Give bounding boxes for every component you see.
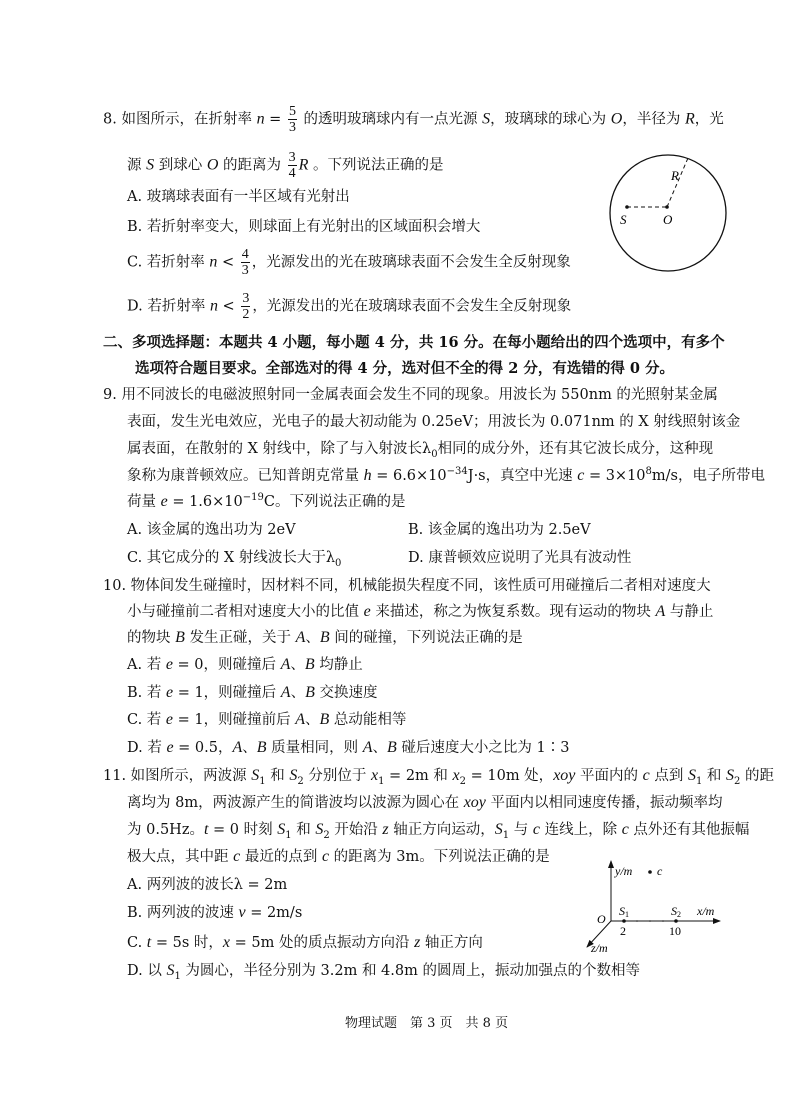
q11-option-b (127, 903, 302, 923)
text: 、 (290, 657, 305, 673)
q9-option-d (408, 548, 631, 568)
denominator: 2 (242, 307, 250, 322)
q10-option-a (127, 655, 363, 675)
subscript: 2 (734, 775, 741, 787)
variable: t (146, 934, 152, 951)
numerator: 3 (242, 291, 250, 306)
variable: A (232, 739, 243, 756)
text: A. 若 (127, 657, 166, 673)
text: = 1.6×10 (167, 494, 243, 510)
subscript: 2 (459, 775, 466, 787)
text: 属表面，在散射的 X 射线中，除了与入射波长λ (127, 441, 432, 457)
text: m/s，电子所带电 (651, 468, 765, 484)
text: 极大点，其中距 (127, 849, 234, 865)
q9-line4 (127, 466, 765, 486)
text: B. 若折射率变大，则球面上有光射出的区域面积会增大 (127, 219, 481, 235)
subscript: 1 (174, 970, 181, 982)
wave-source-diagram (575, 855, 735, 955)
text: J·s，真空中光速 (467, 468, 578, 484)
text: 为 0.5Hz。 (127, 822, 204, 838)
text: 、 (305, 712, 320, 728)
variable: O (610, 110, 623, 128)
text: 平面内的 (575, 768, 643, 784)
denominator: 3 (288, 120, 296, 135)
text: C. 其它成分的 X 射线波长大于λ (127, 550, 336, 566)
variable: v (238, 904, 246, 921)
origin-label: O (597, 912, 606, 926)
text: = 2m 和 (384, 768, 453, 784)
q9-line3 (127, 439, 713, 459)
q11-option-c (127, 933, 483, 953)
text: ，玻璃球的球心为 (490, 111, 611, 128)
variable: S (726, 767, 735, 784)
text: C. 若 (127, 712, 166, 728)
variable: R (684, 110, 695, 128)
text: 8. 如图所示，在折射率 (103, 111, 257, 128)
text: 均静止 (314, 657, 363, 673)
variable: B (304, 656, 315, 673)
q11-option-d (127, 961, 640, 981)
text: 的物块 (127, 630, 176, 646)
text: 小与碰撞前二者相对速度大小的比值 (127, 604, 364, 620)
text: D. 若 (127, 740, 167, 756)
q10-line1 (103, 576, 711, 596)
text: 选项符合题目要求。全部选对的得 4 分，选对但不全的得 2 分，有选错的得 0 分。 (135, 360, 675, 377)
text: 的距离为 3m。下列说法正确的是 (329, 849, 550, 865)
text: A. 两列波的波长λ = 2m (127, 877, 288, 893)
text: = 0，则碰撞后 (172, 657, 281, 673)
variable: x (370, 767, 379, 784)
text: 、 (290, 685, 306, 701)
q11-line1 (103, 766, 774, 786)
variable: R (298, 156, 309, 174)
variable: A (362, 739, 373, 756)
text: 9. 用不同波长的电磁波照射同一金属表面会发生不同的现象。用波长为 550nm 的光照射某金属 (103, 387, 718, 403)
subscript: 1 (695, 775, 703, 787)
q9-line5 (127, 492, 405, 512)
variable: c (621, 821, 629, 838)
variable: c (532, 821, 540, 838)
center-label: O (663, 212, 673, 227)
variable: A (280, 656, 291, 673)
numerator: 5 (288, 104, 296, 119)
subscript: 2 (297, 775, 304, 787)
superscript: −19 (242, 492, 264, 504)
q9-line1 (103, 385, 718, 405)
text: 、 (242, 740, 257, 756)
variable: S (482, 110, 491, 128)
q9-line2 (127, 412, 740, 432)
variable: xoy (463, 794, 486, 811)
subscript: 2 (323, 829, 330, 841)
text: 与 (509, 822, 533, 838)
variable: B (256, 739, 267, 756)
variable: S (494, 821, 503, 838)
text: 和 (291, 822, 316, 838)
text: = 5s 时， (151, 935, 223, 951)
variable: A (295, 711, 305, 728)
section2-line1 (103, 333, 725, 353)
text: ，光源发出的光在玻璃球表面不会发生全反射现象 (252, 298, 572, 315)
q11-line2 (127, 793, 723, 813)
variable: h (363, 467, 372, 484)
text: 最近的点到 (240, 849, 322, 865)
variable: e (165, 711, 174, 728)
q9-option-c (127, 548, 341, 568)
variable: O (206, 156, 219, 174)
text: = 3×10 (584, 468, 646, 484)
text: 象称为康普顿效应。已知普朗克常量 (127, 468, 364, 484)
text: 为圆心，半径分别为 3.2m 和 4.8m 的圆周上，振动加强点的个数相等 (180, 963, 640, 979)
q11-line4 (127, 847, 550, 867)
text: ，光源发出的光在玻璃球表面不会发生全反射现象 (251, 254, 571, 271)
variable: B (319, 711, 330, 728)
variable: B (319, 629, 330, 646)
x-axis-label: x/m (697, 904, 715, 918)
variable: x (452, 767, 460, 784)
text: 轴正方向 (420, 935, 483, 951)
y-axis-label: y/m (615, 864, 633, 878)
text: 和 (265, 768, 290, 784)
text: 表面，发生光电效应，光电子的最大初动能为 0.25eV；用波长为 0.071nm 的 X 射线照射该金 (127, 414, 741, 430)
text: 分别位于 (303, 768, 371, 784)
text: = (264, 111, 286, 128)
q10-option-b (127, 683, 377, 703)
denominator: 4 (288, 166, 296, 181)
source-label: S (620, 212, 627, 227)
q10-option-c (127, 710, 406, 730)
text: 离均为 8m，两波源产生的简谐波均以波源为圆心在 (127, 795, 464, 811)
text: 到球心 (154, 157, 207, 174)
variable: A (280, 684, 291, 701)
z-axis-label: z/m (591, 941, 608, 955)
superscript: 8 (645, 466, 652, 478)
text: = 0.5， (173, 740, 233, 756)
q8-option-b (127, 217, 480, 237)
variable: e (165, 656, 173, 673)
text: 点外还有其他振幅 (628, 822, 750, 838)
subscript: 1 (285, 829, 292, 841)
subscript: 0 (335, 557, 342, 569)
fraction (288, 150, 297, 181)
numerator: 4 (241, 247, 249, 262)
section2-line2 (135, 359, 674, 379)
tick-2-label: 2 (620, 924, 626, 938)
text: 、 (305, 630, 320, 646)
variable: n (209, 253, 218, 271)
variable: S (277, 821, 286, 838)
variable: A (295, 629, 306, 646)
text: = 0 时刻 (208, 822, 278, 838)
text: 交换速度 (314, 685, 378, 701)
text: 来描述，称之为恢复系数。现有运动的物块 (370, 604, 656, 620)
variable: S (687, 767, 696, 784)
text: A. 玻璃球表面有一半区域有光射出 (127, 189, 350, 205)
text: ，半径为 (622, 111, 685, 128)
variable: e (363, 603, 371, 620)
variable: S (146, 156, 155, 174)
s2-label: S2 (671, 904, 681, 919)
text: = 5m 处的质点振动方向沿 (230, 935, 415, 951)
q8-line2 (127, 150, 444, 181)
subscript: 1 (259, 775, 266, 787)
c-label: c (657, 864, 663, 878)
q9-option-b (408, 520, 591, 540)
subscript: 1 (378, 775, 385, 787)
text: A. 该金属的逸出功为 2eV (127, 522, 296, 538)
text: 质量相同，则 (266, 740, 363, 756)
text: = 10m 处， (466, 768, 554, 784)
text: 连线上，除 (539, 822, 622, 838)
q8-option-d (127, 291, 571, 322)
text: 与静止 (665, 604, 714, 620)
text: 相同的成分外，还有其它波长成分，这种现 (437, 441, 714, 457)
text: ，光 (694, 111, 724, 128)
text: B. 若 (127, 685, 166, 701)
variable: e (165, 684, 174, 701)
page-footer: 物理试题 第 3 页 共 8 页 (345, 1016, 509, 1031)
text: D. 康普顿效应说明了光具有波动性 (408, 550, 632, 566)
variable: xoy (553, 767, 576, 784)
s1-label: S1 (619, 904, 629, 919)
fraction (241, 247, 250, 278)
denominator: 3 (241, 263, 249, 278)
fraction (241, 291, 250, 322)
text: 轴正方向运动， (388, 822, 495, 838)
s1-point (622, 919, 626, 923)
text: 开始沿 (329, 822, 383, 838)
variable: e (160, 493, 168, 510)
source-point (625, 205, 629, 209)
text: C. (127, 935, 147, 951)
q10-line3 (127, 628, 523, 648)
q10-option-d (127, 738, 570, 758)
variable: z (414, 934, 421, 951)
text: 、 (372, 740, 388, 756)
text: 荷量 (127, 494, 161, 510)
center-point (665, 205, 669, 209)
variable: B (387, 739, 397, 756)
superscript: −34 (446, 466, 468, 478)
text: 源 (127, 157, 147, 174)
fraction (288, 104, 297, 135)
text: 11. 如图所示，两波源 (103, 768, 252, 784)
text: 发生正碰，关于 (184, 630, 296, 646)
variable: S (315, 821, 324, 838)
tick-10-label: 10 (669, 924, 681, 938)
text: D. 以 (127, 963, 167, 979)
variable: c (642, 767, 650, 784)
numerator: 3 (288, 150, 296, 165)
text: C. 若折射率 (127, 254, 210, 271)
text: 的距离为 (218, 157, 286, 174)
q8-line1 (103, 104, 724, 135)
variable: B (175, 629, 185, 646)
text: 碰后速度大小之比为 1∶3 (396, 740, 570, 756)
sphere-diagram (605, 150, 735, 280)
q8-option-c (127, 247, 571, 278)
q10-line2 (127, 602, 713, 622)
subscript: 1 (502, 829, 510, 841)
text: 二、多项选择题：本题共 4 小题，每小题 4 分，共 16 分。在每小题给出的四个选项中，有多个 (103, 334, 725, 351)
text: B. 该金属的逸出功为 2.5eV (408, 522, 591, 538)
variable: c (577, 467, 585, 484)
variable: c (321, 848, 330, 865)
q9-option-a (127, 520, 296, 540)
variable: S (289, 767, 298, 784)
q11-line3 (127, 820, 749, 840)
text: < (217, 298, 240, 315)
s2-point (674, 919, 678, 923)
radius-label: R (671, 168, 679, 183)
text: 总动能相等 (329, 712, 407, 728)
text: 的透明玻璃球内有一点光源 (298, 111, 483, 128)
text: 间的碰撞，下列说法正确的是 (329, 630, 523, 646)
variable: t (203, 821, 209, 838)
text: 和 (702, 768, 727, 784)
text: = 1，则碰撞后 (173, 685, 281, 701)
variable: S (166, 962, 175, 979)
text: D. 若折射率 (127, 298, 210, 315)
text: 平面内以相同速度传播，振动频率均 (485, 795, 723, 811)
text: 的距 (740, 768, 775, 784)
variable: x (222, 934, 231, 951)
text: = 2m/s (245, 905, 303, 921)
text: = 6.6×10 (371, 468, 447, 484)
variable: e (166, 739, 174, 756)
text: = 1，则碰撞前后 (173, 712, 296, 728)
variable: z (382, 821, 389, 838)
variable: S (251, 767, 260, 784)
text: B. 两列波的波速 (127, 905, 239, 921)
c-point (648, 870, 652, 874)
subscript: 0 (431, 448, 438, 460)
text: C。下列说法正确的是 (263, 494, 406, 510)
text: 。下列说法正确的是 (308, 157, 444, 174)
variable: B (305, 684, 315, 701)
variable: c (233, 848, 241, 865)
text: 10. 物体间发生碰撞时，因材料不同，机械能损失程度不同，该性质可用碰撞后二者相对速度大 (103, 578, 711, 594)
q8-option-a (127, 187, 350, 207)
variable: n (209, 297, 218, 315)
text: < (217, 254, 239, 271)
variable: n (256, 110, 265, 128)
variable: A (655, 603, 666, 620)
q11-option-a (127, 875, 287, 895)
text: 点到 (649, 768, 688, 784)
